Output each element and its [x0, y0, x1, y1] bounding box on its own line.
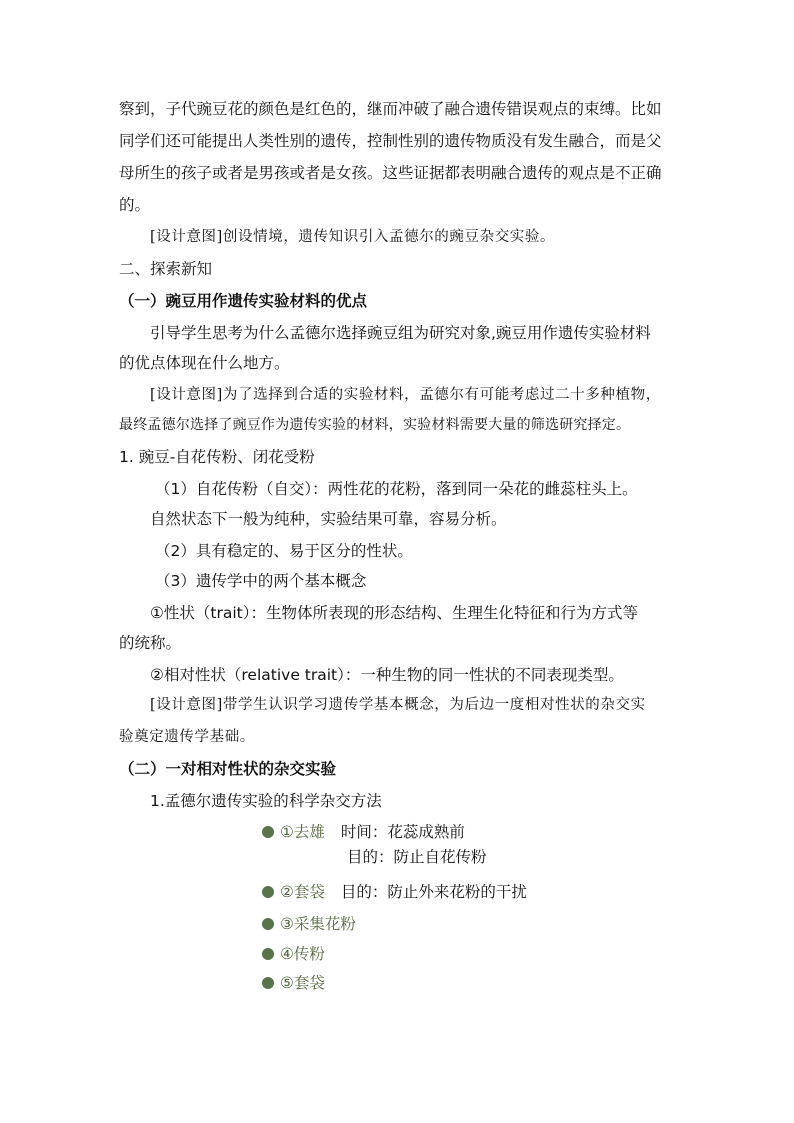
design-intent-2-line-1: [设计意图]为了选择到合适的实验材料，孟德尔有可能考虑过二十多种植物， — [150, 387, 661, 403]
bullet-icon — [262, 948, 274, 960]
bullet-icon — [262, 977, 274, 989]
bullet-icon — [262, 826, 274, 838]
step-2-label: ②套袋 — [280, 883, 325, 901]
step-5-label: ⑤套袋 — [280, 974, 325, 992]
step-4 — [262, 944, 325, 964]
step-2-detail-1: 目的：防止外来花粉的干扰 — [340, 883, 527, 901]
section-heading-2: 二、探索新知 — [119, 260, 213, 278]
bullet-icon — [262, 886, 274, 898]
intro-line-2: 同学们还可能提出人类性别的遗传，控制性别的遗传物质没有发生融合，而是父 — [119, 132, 662, 150]
concept-1-line-1: ①性状（trait）：生物体所表现的形态结构、生理生化特征和行为方式等 — [150, 604, 638, 622]
intro-line-1: 察到，子代豌豆花的颜色是红色的，继而冲破了融合遗传错误观点的束缚。比如 — [119, 100, 662, 118]
item-1b-title: 1.孟德尔遗传实验的科学杂交方法 — [150, 792, 382, 810]
step-3 — [262, 914, 356, 934]
concept-1-line-2: 的统称。 — [119, 634, 182, 652]
point-2: （2）具有稳定的、易于区分的性状。 — [155, 542, 413, 560]
step-1 — [262, 822, 465, 842]
point-3: （3）遗传学中的两个基本概念 — [155, 572, 367, 590]
subsection-heading-1: （一）豌豆用作遗传实验材料的优点 — [119, 292, 368, 310]
step-1-label: ①去雄 — [280, 823, 325, 841]
item-1-title: 1. 豌豆-自花传粉、闭花受粉 — [119, 448, 315, 466]
design-intent-3-line-1: [设计意图]带学生认识学习遗传学基本概念，为后边一度相对性状的杂交实 — [150, 697, 646, 713]
intro-line-4: 的。 — [119, 196, 151, 214]
design-intent-3-line-2: 验奠定遗传学基础。 — [119, 729, 255, 745]
step-3-label: ③采集花粉 — [280, 915, 356, 933]
paragraph-1-line-1: 引导学生思考为什么孟德尔选择豌豆组为研究对象,豌豆用作遗传实验材料 — [150, 324, 651, 342]
point-1-note: 自然状态下一般为纯种，实验结果可靠，容易分析。 — [150, 510, 507, 528]
subsection-heading-2: （二）一对相对性状的杂交实验 — [119, 760, 337, 778]
step-5 — [262, 973, 325, 993]
concept-2: ②相对性状（relative trait）：一种生物的同一性状的不同表现类型。 — [150, 666, 624, 684]
step-2 — [262, 882, 527, 902]
intro-line-3: 母所生的孩子或者是男孩或者是女孩。这些证据都表明融合遗传的观点是不正确 — [119, 164, 662, 182]
step-4-label: ④传粉 — [280, 945, 325, 963]
bullet-icon — [262, 918, 274, 930]
step-1-detail-2: 目的：防止自花传粉 — [347, 848, 487, 866]
step-1-detail-1: 时间：花蕊成熟前 — [340, 823, 465, 841]
point-1: （1）自花传粉（自交）：两性花的花粉，落到同一朵花的雌蕊柱头上。 — [155, 480, 638, 498]
paragraph-1-line-2: 的优点体现在什么地方。 — [119, 354, 290, 372]
design-intent-1: [设计意图]创设情境，遗传知识引入孟德尔的豌豆杂交实验。 — [150, 229, 556, 245]
design-intent-2-line-2: 最终孟德尔选择了豌豆作为遗传实验的材料，实验材料需要大量的筛选研究择定。 — [119, 417, 631, 433]
